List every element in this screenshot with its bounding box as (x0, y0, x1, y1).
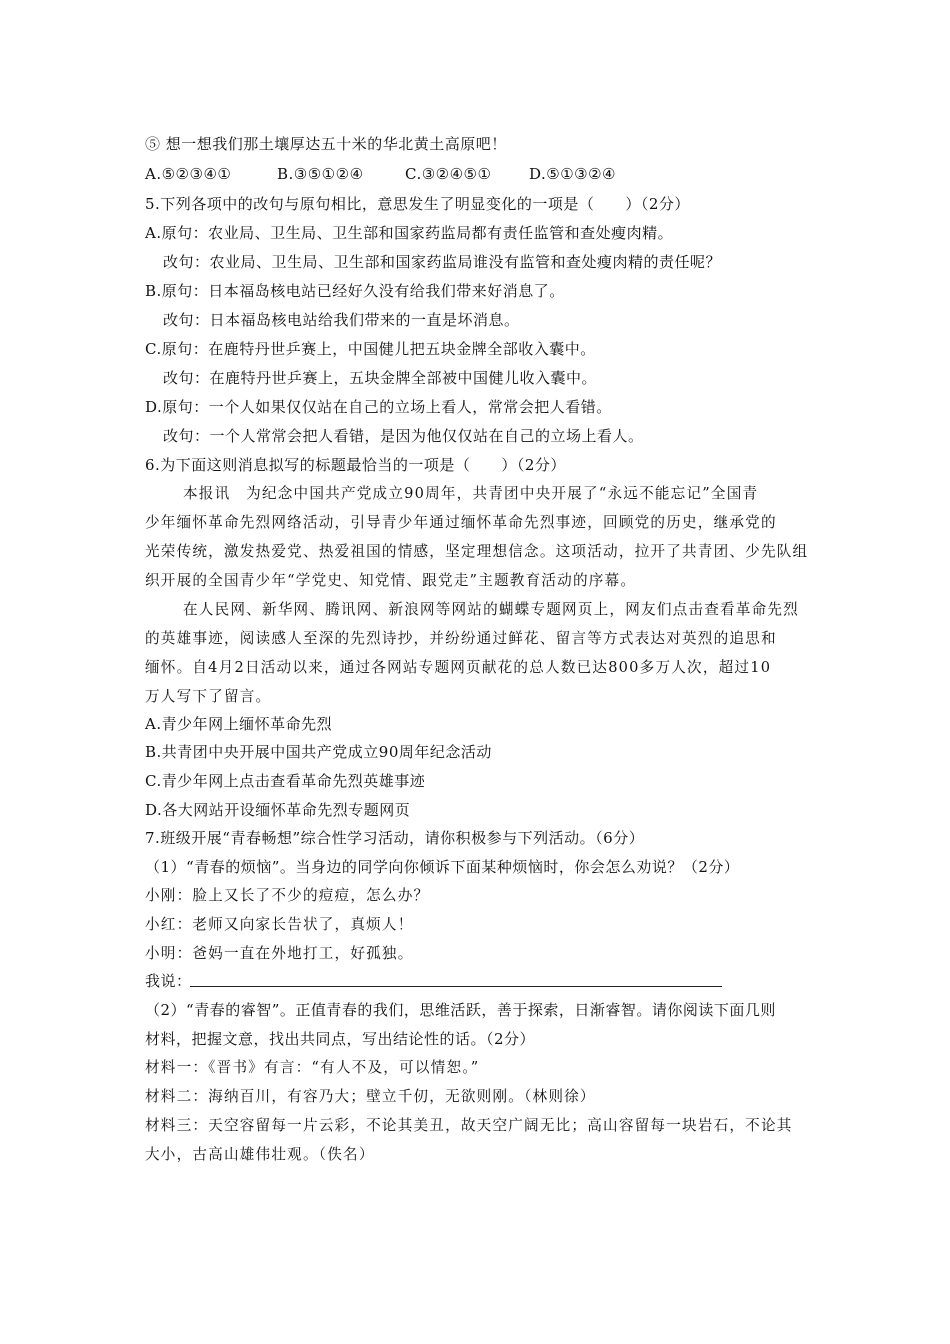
q6-news-line: 万人写下了留言。 (145, 688, 272, 705)
q5-line: D.原句：一个人如果仅仅站在自己的立场上看人，常常会把人看错。 (145, 398, 612, 416)
q7-material-2: 材料二：海纳百川，有容乃大；壁立千仞，无欲则刚。（林则徐） (145, 1088, 596, 1105)
q6-news-line: 织开展的全国青少年“学党史、知党情、跟党走”主题教育活动的序幕。 (145, 572, 637, 589)
q5-line: 改句：农业局、卫生局、卫生部和国家药监局谁没有监管和查处瘦肉精的责任呢？ (163, 253, 722, 271)
q6-news-line: 的英雄事迹，阅读感人至深的先烈诗抄，并纷纷通过鲜花、留言等方式表达对英烈的追思和 (145, 630, 777, 647)
q6-news-line: 光荣传统，激发热爱党、热爱祖国的情感，坚定理想信念。这项活动，拉开了共青团、少先队组 (145, 543, 809, 560)
q6-option-c: C.青少年网上点击查看革命先烈英雄事迹 (145, 772, 426, 790)
q4-option-c: C.③②④⑤① (405, 165, 492, 183)
q5-stem: 5.下列各项中的改句与原句相比，意思发生了明显变化的一项是（ ）（2分） (145, 195, 690, 213)
q5-line: B.原句：日本福岛核电站已经好久没有给我们带来好消息了。 (145, 282, 565, 300)
q5-line: 改句：一个人常常会把人看错，是因为他仅仅站在自己的立场上看人。 (163, 427, 644, 445)
q4-option-d: D.⑤①③②④ (529, 165, 616, 183)
q7-stem: 7.班级开展“青春畅想”综合性学习活动，请你积极参与下列活动。（6分） (145, 829, 645, 847)
q5-line: 改句：在鹿特丹世乒赛上，五块金牌全部被中国健儿收入囊中。 (163, 369, 598, 387)
q7-worry-xiaogang: 小刚：脸上又长了不少的痘痘，怎么办？ (145, 887, 430, 904)
q7-material-3-cont: 大小，古高山雄伟壮观。（佚名） (145, 1146, 375, 1163)
q6-option-d: D.各大网站开设缅怀革命先烈专题网页 (145, 801, 411, 819)
q7-sub2-line: （2）“青春的睿智”。正值青春的我们，思维活跃，善于探索，日渐睿智。请你阅读下面几则 (145, 1001, 776, 1019)
q6-stem: 6.为下面这则消息拟写的标题最恰当的一项是（ ）（2分） (145, 456, 566, 474)
q6-news-line: 本报讯 为纪念中国共产党成立90周年，共青团中央开展了“永远不能忘记”全国青 (183, 485, 759, 502)
q7-sub1: （1）“青春的烦恼”。当身边的同学向你倾诉下面某种烦恼时，你会怎么劝说？（2分） (145, 858, 740, 876)
q7-i-say-label: 我说： (145, 972, 192, 990)
q7-material-3: 材料三：天空容留每一片云彩，不论其美丑，故天空广阔无比；高山容留每一块岩石，不论其 (145, 1117, 793, 1134)
q4-options (145, 163, 810, 185)
q6-news-line: 缅怀。自4月2日活动以来，通过各网站专题网页献花的总人数已达800多万人次，超过10 (145, 659, 772, 676)
q7-worry-xiaohong: 小红：老师又向家长告状了，真烦人！ (145, 916, 414, 933)
q7-worry-xiaoming: 小明：爸妈一直在外地打工，好孤独。 (145, 945, 414, 962)
q4-option-a: A.⑤②③④① (145, 165, 232, 183)
answer-line[interactable] (190, 986, 722, 987)
q5-line: C.原句：在鹿特丹世乒赛上，中国健儿把五块金牌全部收入囊中。 (145, 340, 596, 358)
q6-option-a: A.青少年网上缅怀革命先烈 (145, 715, 333, 733)
q7-sub2-line: 材料，把握文意，找出共同点，写出结论性的话。（2分） (145, 1030, 536, 1048)
q6-news-line: 在人民网、新华网、腾讯网、新浪网等网站的蝴蝶专题网页上，网友们点击查看革命先烈 (183, 601, 799, 618)
q7-material-1: 材料一：《晋书》有言：“有人不及，可以情恕。” (145, 1059, 480, 1076)
q4-item-5: ⑤ 想一想我们那土壤厚达五十米的华北黄土高原吧！ (145, 135, 507, 153)
q5-line: A.原句：农业局、卫生局、卫生部和国家药监局都有责任监管和查处瘦肉精。 (145, 224, 674, 242)
q4-option-b: B.③⑤①②④ (277, 165, 364, 183)
q5-line: 改句：日本福岛核电站给我们带来的一直是坏消息。 (163, 311, 520, 329)
q6-news-line: 少年缅怀革命先烈网络活动，引导青少年通过缅怀革命先烈事迹，回顾党的历史，继承党的 (145, 514, 777, 531)
q6-option-b: B.共青团中央开展中国共产党成立90周年纪念活动 (145, 743, 492, 761)
